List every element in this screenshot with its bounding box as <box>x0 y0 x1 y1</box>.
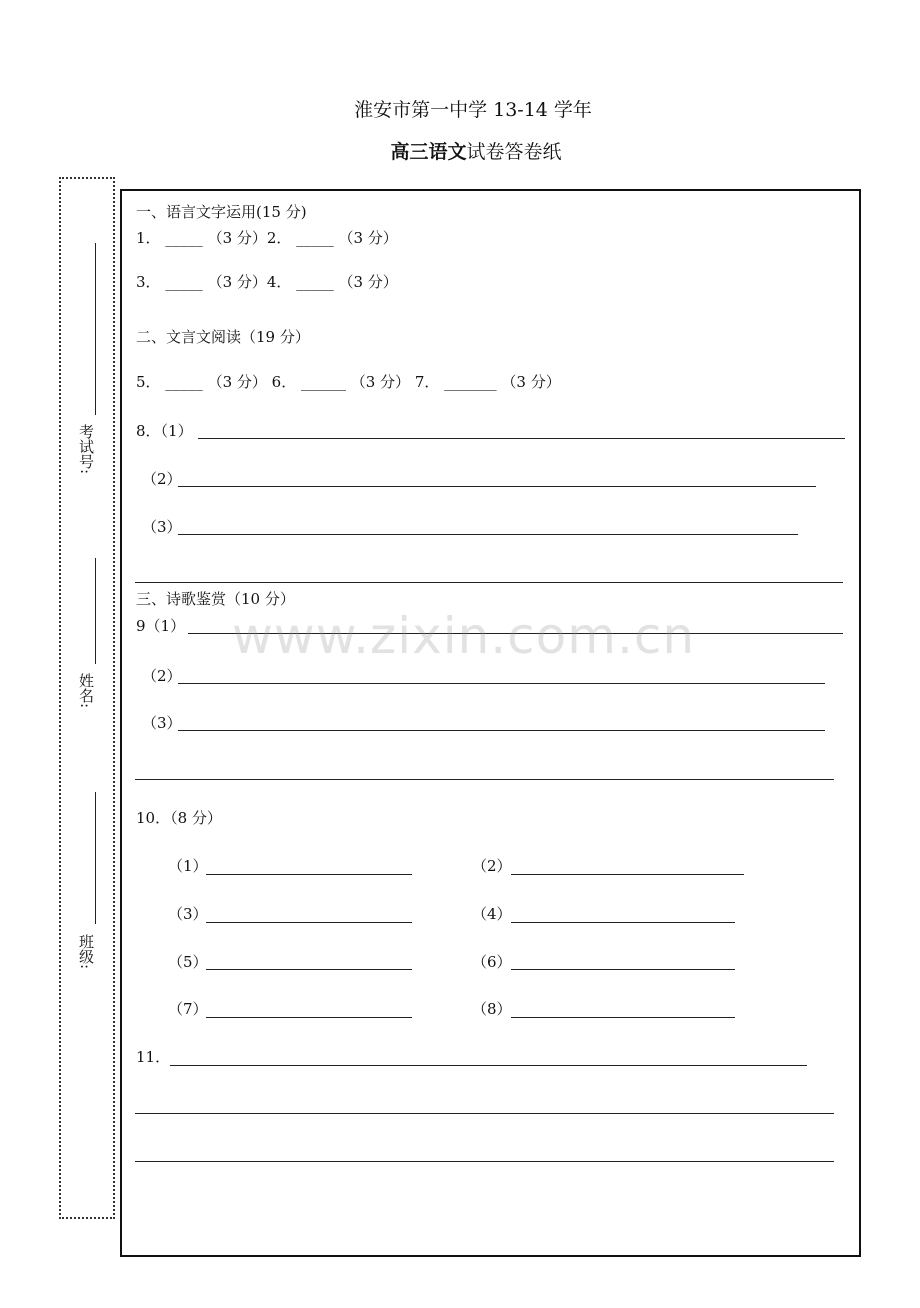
class-label: 班级: <box>77 934 95 970</box>
q11-answer-line-3[interactable] <box>135 1161 834 1162</box>
q10-item-2-line[interactable] <box>511 874 744 875</box>
school-year-title: 淮安市第一中学 13-14 学年 <box>354 99 592 121</box>
q8-1-answer-line[interactable] <box>198 438 845 439</box>
q8-3-answer-line[interactable] <box>178 534 798 535</box>
answer-frame <box>120 189 861 1257</box>
q11-answer-line-1[interactable] <box>170 1065 807 1066</box>
q3-q4-row: 3． _____ （3 分）4． _____ （3 分） <box>136 273 398 291</box>
sheet-title <box>0 140 920 164</box>
q10-item-5-label: （5） <box>168 953 208 971</box>
q9-3-answer-line[interactable] <box>178 730 825 731</box>
exam-no-label: 考试号: <box>77 424 95 475</box>
section2-extra-line[interactable] <box>135 582 843 583</box>
q10-item-6-label: （6） <box>472 953 512 971</box>
name-fill-line <box>95 558 96 664</box>
q10-item-2-label: （2） <box>472 857 512 875</box>
q8-2-label: （2） <box>142 470 182 488</box>
q10-item-6-line[interactable] <box>511 969 735 970</box>
q10-item-8-line[interactable] <box>511 1017 735 1018</box>
q10-item-4-label: （4） <box>472 905 512 923</box>
q10-item-1-label: （1） <box>168 857 208 875</box>
q9-2-answer-line[interactable] <box>178 683 825 684</box>
q5-q7-row: 5． _____ （3 分） 6． ______ （3 分） 7． _______ （3 分） <box>136 373 561 391</box>
sheet-title-rest: 试卷答卷纸 <box>466 141 562 163</box>
q10-item-4-line[interactable] <box>511 922 735 923</box>
class-fill-line <box>95 792 96 924</box>
q1-q2-row: 1． _____ （3 分）2． _____ （3 分） <box>136 229 398 247</box>
section1-heading: 一、语言文字运用(15 分) <box>136 203 307 221</box>
section3-heading: 三、诗歌鉴赏（10 分） <box>136 590 295 608</box>
site-watermark: www.zixin.com.cn <box>232 607 696 665</box>
q10-heading: 10．（8 分） <box>136 809 222 827</box>
q8-3-label: （3） <box>142 518 182 536</box>
section2-heading: 二、文言文阅读（19 分） <box>136 328 310 346</box>
q10-item-3-line[interactable] <box>206 922 412 923</box>
q10-item-5-line[interactable] <box>206 969 412 970</box>
exam-no-fill-line <box>95 243 96 415</box>
name-label: 姓名: <box>77 673 95 709</box>
q10-item-8-label: （8） <box>472 1000 512 1018</box>
q9-2-label: （2） <box>142 667 182 685</box>
q10-item-7-label: （7） <box>168 1000 208 1018</box>
q10-item-1-line[interactable] <box>206 874 412 875</box>
sheet-title-bold: 高三语文 <box>390 141 467 163</box>
q11-answer-line-2[interactable] <box>135 1113 834 1114</box>
q11-label: 11． <box>136 1048 171 1066</box>
q9-3-label: （3） <box>142 714 182 732</box>
q8-1-label: 8．（1） <box>136 422 193 440</box>
q9-1-label: 9（1） <box>136 617 186 635</box>
q8-2-answer-line[interactable] <box>178 486 816 487</box>
section3-extra-line[interactable] <box>135 779 834 780</box>
q10-item-7-line[interactable] <box>206 1017 412 1018</box>
q10-item-3-label: （3） <box>168 905 208 923</box>
